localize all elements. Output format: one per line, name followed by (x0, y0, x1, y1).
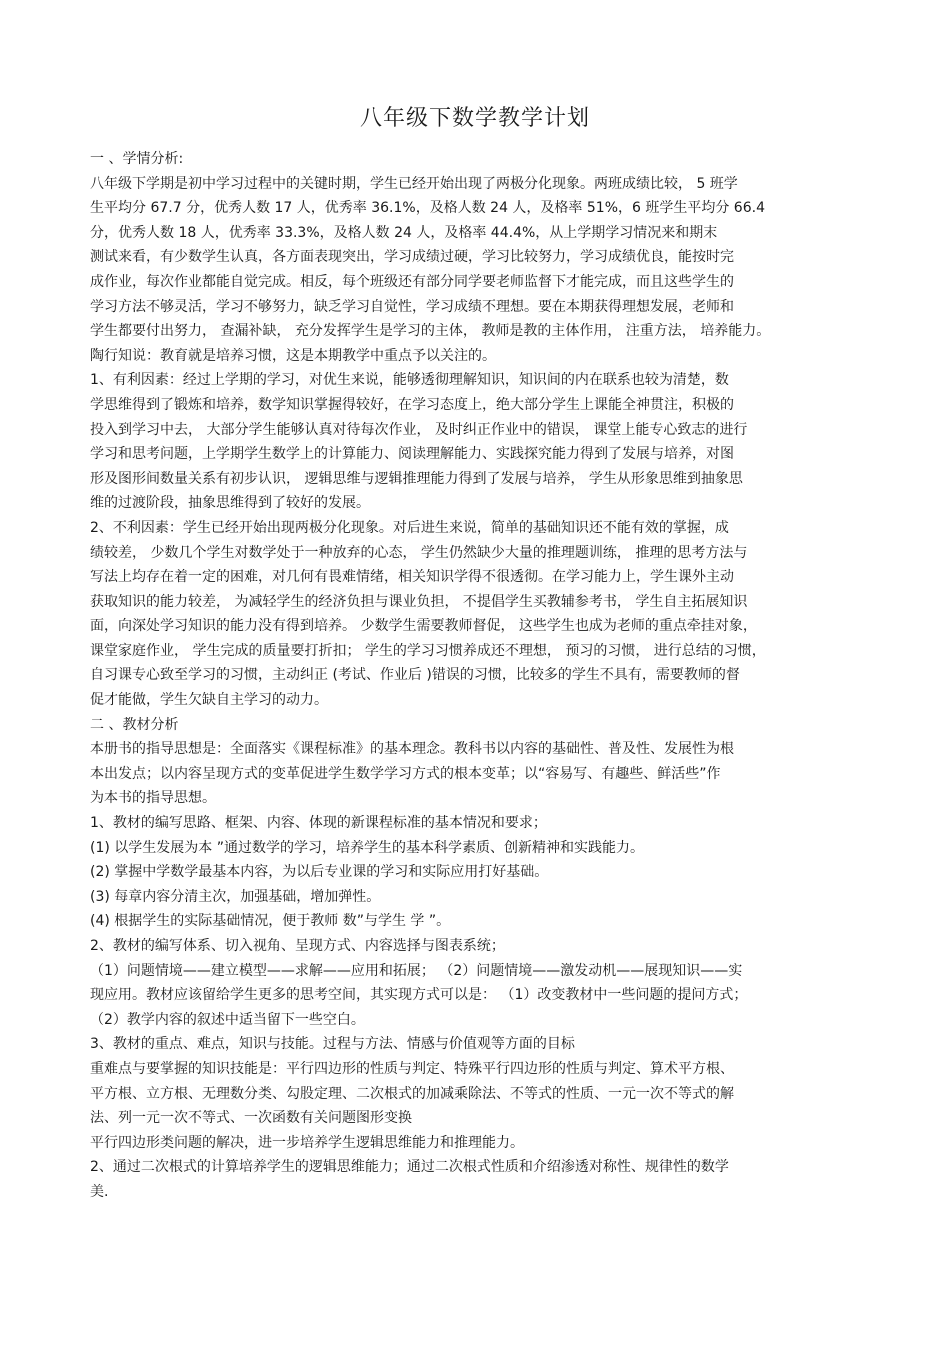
text-line: 维的过渡阶段，抽象思维得到了较好的发展。 (90, 495, 370, 512)
text-line: 自习课专心致至学习的习惯，主动纠正 (考试、作业后 )错误的习惯，比较多的学生不具有，需要教师的督 (90, 667, 740, 684)
text-line: 绩较差， 少数几个学生对数学处于一种放弃的心态， 学生仍然缺少大量的推理题训练， 推理的思考方法与 (90, 544, 748, 561)
text-line: 课堂家庭作业， 学生完成的质量要打折扣； 学生的学习习惯养成还不理想， 预习的习惯， 进行总结的习惯， (90, 642, 766, 659)
document-title: 八年级下数学教学计划 (359, 106, 590, 131)
text-line: (4) 根据学生的实际基础情况，便于教师 数”与学生 学 ”。 (90, 913, 451, 930)
text-line: 一 、学情分析: (90, 151, 184, 167)
text-line: 促才能做，学生欠缺自主学习的动力。 (90, 692, 328, 709)
text-line: 3、教材的重点、难点，知识与技能。过程与方法、情感与价值观等方面的目标 (90, 1036, 575, 1053)
text-line: (3) 每章内容分清主次，加强基础，增加弹性。 (90, 888, 381, 905)
text-line: 现应用。教材应该留给学生更多的思考空间，其实现方式可以是： （1）改变教材中一些问题的提问方式； (90, 987, 748, 1004)
text-line: 写法上均存在着一定的困难，对几何有畏难情绪，相关知识学得不很透彻。在学习能力上，学生课外主动 (90, 569, 734, 586)
text-line: 2、通过二次根式的计算培养学生的逻辑思维能力；通过二次根式性质和介绍渗透对称性、规律性的数学 (90, 1159, 729, 1176)
text-line: 陶行知说：教育就是培养习惯，这是本期教学中重点予以关注的。 (90, 347, 496, 364)
text-line: 面，向深处学习知识的能力没有得到培养。 少数学生需要教师督促， 这些学生也成为老师的重点牵挂对象， (90, 618, 757, 635)
text-line: 二 、教材分析 (90, 716, 179, 733)
text-line: 获取知识的能力较差， 为减轻学生的经济负担与课业负担， 不提倡学生买教辅参考书， 学生自主拓展知识 (90, 593, 748, 610)
text-line: （2）教学内容的叙述中适当留下一些空白。 (90, 1011, 365, 1028)
text-line: 投入到学习中去， 大部分学生能够认真对待每次作业， 及时纠正作业中的错误， 课堂上能专心致志的进行 (90, 421, 748, 438)
text-line: 1、有利因素：经过上学期的学习，对优生来说，能够透彻理解知识，知识间的内在联系也较为清楚，数 (90, 372, 729, 389)
text-line: 测试来看，有少数学生认真，各方面表现突出，学习成绩过硬，学习比较努力，学习成绩优良，能按时完 (90, 249, 734, 266)
text-line: 分，优秀人数 18 人，优秀率 33.3%，及格人数 24 人，及格率 44.4%，从上学期学习情况来和期末 (90, 224, 718, 241)
text-line: 重难点与要掌握的知识技能是：平行四边形的性质与判定、特殊平行四边形的性质与判定、算术平方根、 (90, 1060, 734, 1077)
text-line: （1）问题情境——建立模型——求解——应用和拓展； （2）问题情境——激发动机——展现知识——实 (90, 962, 743, 979)
text-line: 1、教材的编写思路、框架、内容、体现的新课程标准的基本情况和要求； (90, 815, 547, 832)
text-line: 法、列一元一次不等式、一次函数有关问题图形变换 (90, 1110, 412, 1127)
text-line: 2、教材的编写体系、切入视角、呈现方式、内容选择与图表系统； (90, 938, 505, 954)
text-line: 成作业，每次作业都能自觉完成。相反，每个班级还有部分同学要老师监督下才能完成，而且这些学生的 (90, 273, 734, 290)
text-line: (1) 以学生发展为本 ”通过数学的学习，培养学生的基本科学素质、创新精神和实践能力。 (90, 839, 644, 856)
text-line: 美. (90, 1183, 109, 1200)
text-line: 生平均分 67.7 分，优秀人数 17 人，优秀率 36.1%，及格人数 24 人，及格率 51%，6 班学生平均分 66.4 (90, 200, 765, 217)
text-line: 学习和思考问题，上学期学生数学上的计算能力、阅读理解能力、实践探究能力得到了发展与培养，对图 (90, 446, 734, 463)
text-line: 学生都要付出努力， 查漏补缺， 充分发挥学生是学习的主体， 教师是教的主体作用， 注重方法， 培养能力。 (90, 323, 771, 340)
text-line: 为本书的指导思想。 (90, 790, 216, 807)
text-line: 本册书的指导思想是：全面落实《课程标准》的基本理念。教科书以内容的基础性、普及性、发展性为根 (90, 741, 734, 758)
text-line: 本出发点；以内容呈现方式的变革促进学生数学学习方式的根本变革；以“容易写、有趣些、鲜活些”作 (90, 765, 721, 782)
text-line: 八年级下学期是初中学习过程中的关键时期，学生已经开始出现了两极分化现象。两班成绩比较， 5 班学 (90, 175, 738, 192)
text-line: 学习方法不够灵活，学习不够努力，缺乏学习自觉性，学习成绩不理想。要在本期获得理想发展，老师和 (90, 298, 734, 315)
text-line: 形及图形间数量关系有初步认识， 逻辑思维与逻辑推理能力得到了发展与培养， 学生从形象思维到抽象思 (90, 470, 743, 487)
document-body (90, 147, 870, 1205)
text-line: 平方根、立方根、无理数分类、勾股定理、二次根式的加减乘除法、不等式的性质、一元一次不等式的解 (90, 1085, 734, 1102)
text-line: (2) 掌握中学数学最基本内容，为以后专业课的学习和实际应用打好基础。 (90, 864, 549, 881)
text-line: 2、不利因素：学生已经开始出现两极分化现象。对后进生来说，简单的基础知识还不能有效的掌握，成 (90, 519, 729, 536)
text-line: 平行四边形类问题的解决，进一步培养学生逻辑思维能力和推理能力。 (90, 1134, 524, 1151)
text-line: 学思维得到了锻炼和培养，数学知识掌握得较好，在学习态度上，绝大部分学生上课能全神贯注，积极的 (90, 396, 734, 413)
